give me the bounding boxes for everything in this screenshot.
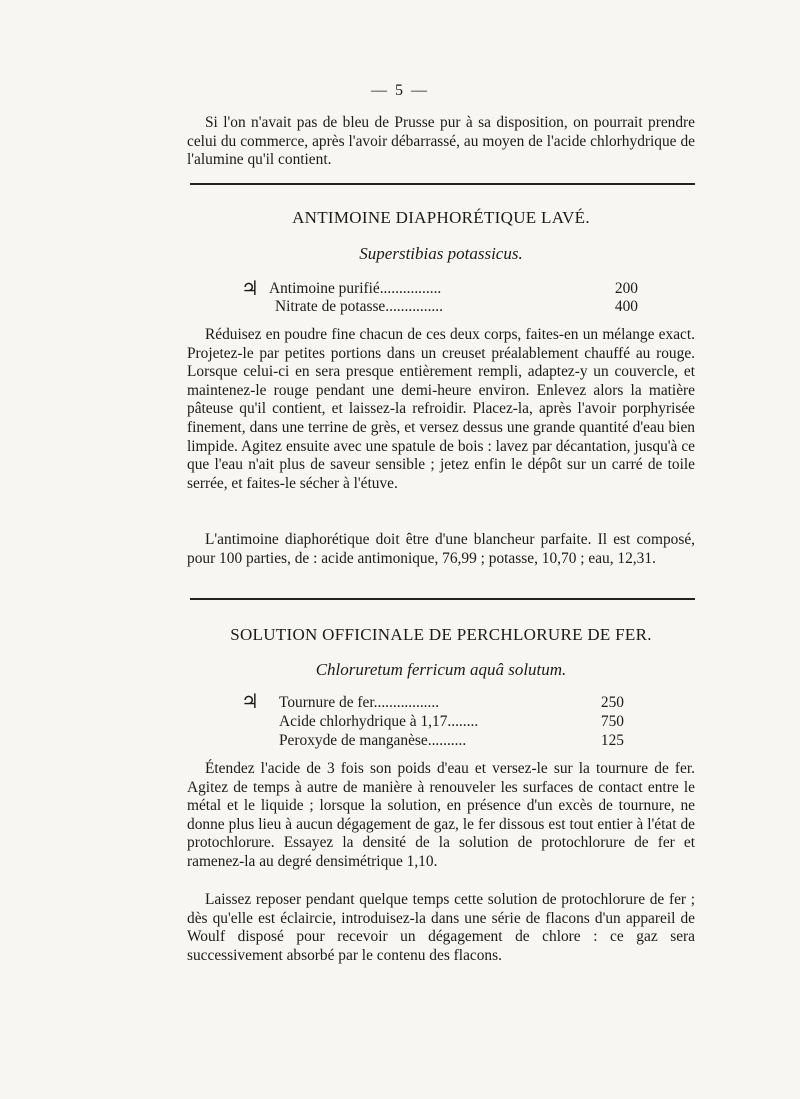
ingredient-name: Acide chlorhydrique à 1,17........: [279, 713, 479, 730]
ingredient-quantity: 200: [614, 280, 638, 297]
recipe-symbol: ♃: [241, 691, 259, 713]
body-paragraph: Laissez reposer pendant quelque temps cette solution de protochlorure de fer ; dès qu'elle est éclaircie, introduisez-la dans une série de flacons d'un appareil de Woulf disposé pour recevoir un dégagement de chlore : ce gaz sera successivement absorbé par le contenu des flacons.: [187, 891, 695, 964]
body-paragraph: Étendez l'acide de 3 fois son poids d'eau et versez-le sur la tournure de fer. Agitez de temps à autre de manière à renouveler les surfaces de contact entre le métal et le liquide ; lorsque la solution, en présence d'un excès de tournure, ne donne plus lieu à aucun dégagement de gaz, le fer dissous est tout entier à l'état de protochlorure. Essayez la densité de la solution de protochlorure de fer et ramenez-la au degré densimétrique 1,10.: [187, 760, 695, 870]
ingredient-name: Antimoine purifié................: [269, 280, 442, 297]
latin-name: Chloruretum ferricum aquâ solutum.: [315, 660, 567, 679]
ingredient-quantity: 750: [600, 713, 624, 730]
section-divider: [190, 598, 695, 600]
section-divider: [190, 183, 695, 185]
ingredient-name: Tournure de fer.................: [279, 694, 440, 711]
latin-name: Superstibias potassicus.: [359, 244, 523, 263]
ingredient-name: Peroxyde de manganèse..........: [279, 732, 467, 749]
ingredient-quantity: 125: [600, 732, 624, 749]
body-paragraph: L'antimoine diaphorétique doit être d'une blancheur parfaite. Il est composé, pour 100 parties, de : acide antimonique, 76,99 ; potasse, 10,70 ; eau, 12,31.: [187, 531, 695, 567]
page-number: — 5 —: [371, 82, 429, 99]
ingredient-quantity: 400: [614, 298, 638, 315]
intro-paragraph: Si l'on n'avait pas de bleu de Prusse pur à sa disposition, on pourrait prendre celui du commerce, après l'avoir débarrassé, au moyen de l'acide chlorhydrique de l'alumine qu'il contient.: [187, 114, 695, 169]
ingredient-quantity: 250: [600, 694, 624, 711]
ingredient-name: Nitrate de potasse...............: [275, 298, 443, 315]
recipe-symbol: ♃: [241, 278, 259, 300]
body-paragraph: Réduisez en poudre fine chacun de ces deux corps, faites-en un mélange exact. Projetez-le par petites portions dans un creuset préalablement chauffé au rouge. Lorsque celui-ci en sera presque entièrement rempli, adaptez-y un couvercle, et maintenez-le rouge pendant une demi-heure environ. Enlevez alors la matière pâteuse qu'il contient, et laissez-la refroidir. Placez-la, après l'avoir porphyrisée finement, dans une terrine de grès, et versez dessus une grande quantité d'eau bien limpide. Agitez ensuite avec une spatule de bois : lavez par décantation, jusqu'à ce que l'eau n'ait plus de saveur sensible ; jetez enfin le dépôt sur un carré de toile serrée, et faites-le sécher à l'étuve.: [187, 326, 695, 492]
section-title: ANTIMOINE DIAPHORÉTIQUE LAVÉ.: [292, 208, 590, 227]
section-title: SOLUTION OFFICINALE DE PERCHLORURE DE FER.: [230, 625, 652, 644]
